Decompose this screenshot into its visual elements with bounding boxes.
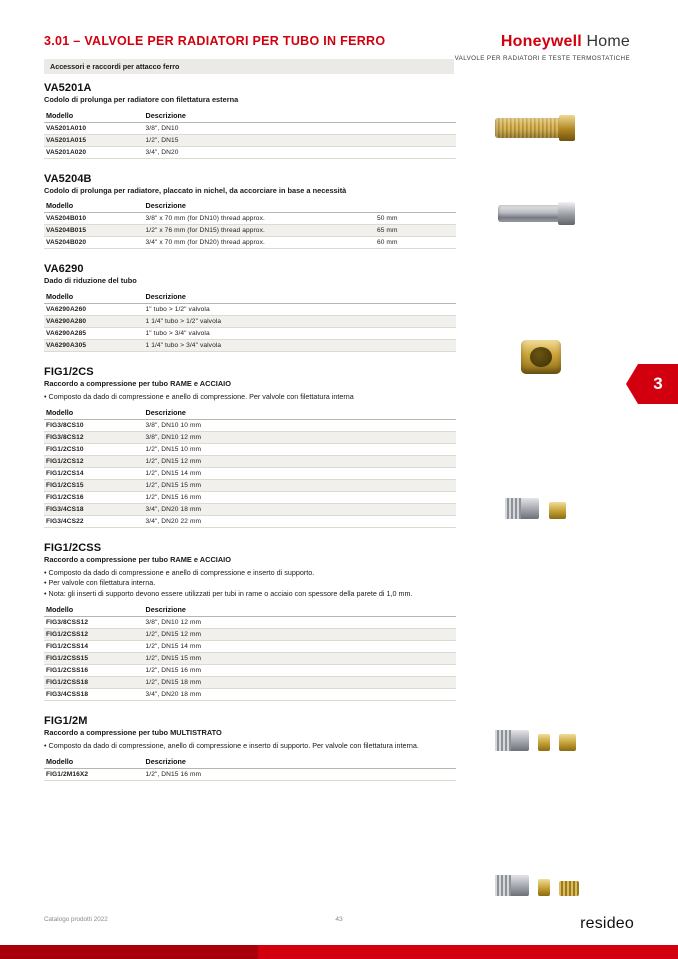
table-row: [44, 134, 456, 146]
cell-description: 3/4", DN20 18 mm: [144, 503, 375, 515]
cell-extra: [375, 628, 456, 640]
cell-extra: [375, 676, 456, 688]
product-image-va6290: [521, 340, 561, 374]
cell-model: FIG3/4CS22: [44, 515, 144, 527]
cell-extra: [375, 146, 456, 158]
column-header-model: Modello: [44, 755, 144, 768]
cell-model: VA5204B015: [44, 225, 144, 237]
cell-model: VA6290A285: [44, 327, 144, 339]
cell-model: FIG1/2CSS18: [44, 676, 144, 688]
cell-description: 1/2", DN15 14 mm: [144, 640, 375, 652]
table-header-row: [44, 755, 456, 768]
cell-model: VA5201A020: [44, 146, 144, 158]
table-row: [44, 339, 456, 351]
product-image-fig12cs: [505, 498, 566, 519]
cell-description: 3/4" x 70 mm (for DN20) thread approx.: [144, 237, 375, 249]
cell-extra: 60 mm: [375, 237, 456, 249]
product-block: [44, 82, 456, 159]
footer-bar-dark-segment: [0, 945, 258, 959]
cell-model: VA5204B010: [44, 213, 144, 225]
cell-extra: [375, 467, 456, 479]
section-strip: Accessori e raccordi per attacco ferro: [44, 59, 454, 74]
cell-model: FIG3/8CS12: [44, 431, 144, 443]
table-row: [44, 122, 456, 134]
column-header-description: Descrizione: [144, 290, 375, 303]
table-row: [44, 676, 456, 688]
models-table: [44, 755, 456, 781]
cell-extra: 50 mm: [375, 213, 456, 225]
brass-ring-icon: [538, 879, 550, 896]
column-header-extra: [375, 406, 456, 419]
cell-model: FIG1/2CS16: [44, 491, 144, 503]
brass-insert-icon: [559, 734, 576, 751]
table-row: [44, 431, 456, 443]
product-bullet: • Composto da dado di compressione e anello di compressione. Per valvole con filettatura interna: [44, 391, 354, 401]
cell-model: FIG1/2CS12: [44, 455, 144, 467]
product-block: [44, 263, 456, 352]
cell-model: VA5201A015: [44, 134, 144, 146]
brass-support-insert-icon: [559, 881, 579, 896]
table-row: [44, 237, 456, 249]
product-bullets: [44, 568, 456, 600]
table-row: [44, 213, 456, 225]
cell-description: 3/4", DN20 22 mm: [144, 515, 375, 527]
cell-description: 1 1/4" tubo > 1/2" valvola: [144, 315, 375, 327]
table-header-row: [44, 109, 456, 122]
cell-model: FIG1/2CS15: [44, 479, 144, 491]
cell-description: 1/2", DN15 12 mm: [144, 455, 375, 467]
column-header-extra: [375, 603, 456, 616]
cell-extra: [375, 327, 456, 339]
product-block: [44, 715, 456, 781]
product-bullet: • Composto da dado di compressione, anello di compressione e inserto di supporto. Per valvole con filettatura interna.: [44, 740, 419, 750]
table-row: [44, 640, 456, 652]
models-table: [44, 406, 456, 528]
cell-extra: [375, 664, 456, 676]
product-description: Raccordo a compressione per tubo RAME e ACCIAIO: [44, 554, 231, 564]
cell-model: FIG1/2CSS16: [44, 664, 144, 676]
table-row: [44, 479, 456, 491]
product-description: Dado di riduzione del tubo: [44, 276, 137, 285]
hex-head-icon: [559, 115, 575, 141]
cell-description: 1/2", DN15 16 mm: [144, 664, 375, 676]
cell-extra: [375, 339, 456, 351]
cell-model: FIG1/2CS14: [44, 467, 144, 479]
product-description: Codolo di prolunga per radiatore con filettatura esterna: [44, 95, 239, 104]
footer-bar: [0, 945, 678, 959]
product-block: [44, 173, 456, 250]
product-bullets: [44, 392, 456, 403]
cell-extra: [375, 122, 456, 134]
column-header-model: Modello: [44, 290, 144, 303]
brand-main-label: Honeywell: [500, 33, 582, 50]
table-row: [44, 768, 456, 780]
cell-description: 1/2" x 76 mm (for DN15) thread approx.: [144, 225, 375, 237]
cell-model: FIG1/2CSS14: [44, 640, 144, 652]
hex-head-icon: [558, 202, 575, 225]
table-header-row: [44, 200, 456, 213]
page-title: 3.01 – VALVOLE PER RADIATORI PER TUBO IN FERRO: [44, 34, 386, 48]
cell-model: VA6290A280: [44, 315, 144, 327]
brand-secondary-label: Home: [586, 33, 630, 50]
cell-extra: [375, 431, 456, 443]
column-header-extra: [375, 290, 456, 303]
cell-model: FIG3/4CSS18: [44, 688, 144, 700]
table-row: [44, 455, 456, 467]
column-header-model: Modello: [44, 200, 144, 213]
product-block: [44, 542, 456, 701]
table-row: [44, 225, 456, 237]
product-description: Codolo di prolunga per radiatore, placcato in nichel, da accorciare in base a necessità: [44, 185, 347, 195]
table-row: [44, 327, 456, 339]
product-bullet: • Nota: gli inserti di supporto devono essere utilizzati per tubi in rame o acciaio con spessore della parete di 1,0 mm.: [44, 588, 413, 598]
cell-extra: [375, 768, 456, 780]
table-header-row: [44, 603, 456, 616]
cell-description: 1/2", DN15 15 mm: [144, 479, 375, 491]
table-header-row: [44, 290, 456, 303]
product-blocks: [44, 82, 456, 795]
brass-ring-icon: [538, 734, 550, 751]
cell-description: 3/8", DN10 12 mm: [144, 431, 375, 443]
cell-description: 1/2", DN15 15 mm: [144, 652, 375, 664]
cell-description: 1/2", DN15 16 mm: [144, 491, 375, 503]
column-header-description: Descrizione: [144, 109, 375, 122]
table-row: [44, 491, 456, 503]
chapter-tab: 3: [638, 364, 678, 404]
cell-description: 1" tubo > 1/2" valvola: [144, 303, 375, 315]
cell-description: 1 1/4" tubo > 3/4" valvola: [144, 339, 375, 351]
cell-extra: [375, 640, 456, 652]
product-code: VA5201A: [44, 82, 92, 94]
cell-description: 3/8" x 70 mm (for DN10) thread approx.: [144, 213, 375, 225]
table-row: [44, 515, 456, 527]
cell-description: 1/2", DN15 18 mm: [144, 676, 375, 688]
table-row: [44, 443, 456, 455]
table-row: [44, 315, 456, 327]
cell-description: 1/2", DN15: [144, 134, 375, 146]
table-row: [44, 503, 456, 515]
cell-model: FIG1/2CS10: [44, 443, 144, 455]
models-table: [44, 200, 456, 250]
cell-model: FIG3/4CS18: [44, 503, 144, 515]
cell-model: VA6290A305: [44, 339, 144, 351]
nickel-nipple-icon: [498, 205, 572, 222]
cell-description: 1/2", DN15 10 mm: [144, 443, 375, 455]
product-description: Raccordo a compressione per tubo MULTISTRATO: [44, 727, 222, 737]
cell-extra: [375, 455, 456, 467]
cell-description: 3/4", DN20: [144, 146, 375, 158]
product-code: FIG1/2M: [44, 714, 88, 727]
table-row: [44, 419, 456, 431]
column-header-description: Descrizione: [144, 406, 375, 419]
cell-model: FIG1/2M16X2: [44, 768, 144, 780]
product-bullet: • Composto da dado di compressione e anello di compressione e inserto di supporto.: [44, 567, 315, 577]
cell-model: FIG3/8CSS12: [44, 616, 144, 628]
steel-fitting-icon: [495, 875, 529, 896]
cell-extra: [375, 479, 456, 491]
column-header-extra: [375, 200, 456, 213]
cell-model: FIG3/8CS10: [44, 419, 144, 431]
product-code: VA6290: [44, 263, 84, 275]
cell-extra: 65 mm: [375, 225, 456, 237]
cell-extra: [375, 688, 456, 700]
table-row: [44, 303, 456, 315]
honeywell-home-logo: [410, 33, 630, 51]
cell-extra: [375, 491, 456, 503]
column-header-description: Descrizione: [144, 200, 375, 213]
product-bullets: [44, 741, 456, 752]
thread-ridges-icon: [495, 875, 511, 896]
brass-compression-nut-icon: [549, 502, 566, 519]
cell-description: 3/4", DN20 18 mm: [144, 688, 375, 700]
column-header-model: Modello: [44, 603, 144, 616]
cell-model: VA6290A260: [44, 303, 144, 315]
footer-page-number: 43: [335, 916, 343, 923]
product-code: VA5204B: [44, 172, 92, 185]
cell-extra: [375, 443, 456, 455]
cell-extra: [375, 515, 456, 527]
cell-extra: [375, 134, 456, 146]
column-header-extra: [375, 755, 456, 768]
cell-description: 3/8", DN10 12 mm: [144, 616, 375, 628]
models-table: [44, 290, 456, 352]
cell-extra: [375, 303, 456, 315]
product-image-va5201a: [495, 118, 573, 138]
steel-fitting-icon: [495, 730, 529, 751]
steel-fitting-icon: [505, 498, 539, 519]
footer-catalog-label: Catalogo prodotti 2022: [44, 916, 108, 923]
thread-ridges-icon: [495, 730, 511, 751]
cell-model: VA5204B020: [44, 237, 144, 249]
brass-nut-icon: [521, 340, 561, 374]
product-block: [44, 366, 456, 528]
thread-ridges-icon: [505, 498, 521, 519]
brass-nipple-icon: [495, 118, 573, 138]
column-header-extra: [375, 109, 456, 122]
column-header-description: Descrizione: [144, 603, 375, 616]
cell-description: 1" tubo > 3/4" valvola: [144, 327, 375, 339]
models-table: [44, 109, 456, 159]
table-row: [44, 688, 456, 700]
product-bullet: • Per valvole con filettatura interna.: [44, 578, 156, 587]
column-header-model: Modello: [44, 406, 144, 419]
product-image-fig12m: [495, 875, 579, 896]
table-header-row: [44, 406, 456, 419]
cell-extra: [375, 315, 456, 327]
cell-description: 3/8", DN10: [144, 122, 375, 134]
cell-description: 3/8", DN10 10 mm: [144, 419, 375, 431]
table-row: [44, 628, 456, 640]
cell-model: FIG1/2CSS15: [44, 652, 144, 664]
resideo-logo: resideo: [580, 915, 634, 932]
cell-extra: [375, 419, 456, 431]
table-row: [44, 616, 456, 628]
brand-subtitle: VALVOLE PER RADIATORI E TESTE TERMOSTATICHE: [454, 55, 630, 62]
table-row: [44, 664, 456, 676]
product-code: FIG1/2CS: [44, 365, 94, 378]
cell-description: 1/2", DN15 12 mm: [144, 628, 375, 640]
product-description: Raccordo a compressione per tubo RAME e ACCIAIO: [44, 378, 231, 388]
product-image-va5204b: [498, 205, 572, 222]
column-header-model: Modello: [44, 109, 144, 122]
product-image-fig12css: [495, 730, 576, 751]
cell-extra: [375, 652, 456, 664]
product-code: FIG1/2CSS: [44, 541, 102, 554]
table-row: [44, 652, 456, 664]
cell-model: VA5201A010: [44, 122, 144, 134]
cell-model: FIG1/2CSS12: [44, 628, 144, 640]
cell-description: 1/2", DN15 16 mm: [144, 768, 375, 780]
column-header-description: Descrizione: [144, 755, 375, 768]
cell-extra: [375, 503, 456, 515]
cell-extra: [375, 616, 456, 628]
table-row: [44, 467, 456, 479]
cell-description: 1/2", DN15 14 mm: [144, 467, 375, 479]
models-table: [44, 603, 456, 701]
table-row: [44, 146, 456, 158]
